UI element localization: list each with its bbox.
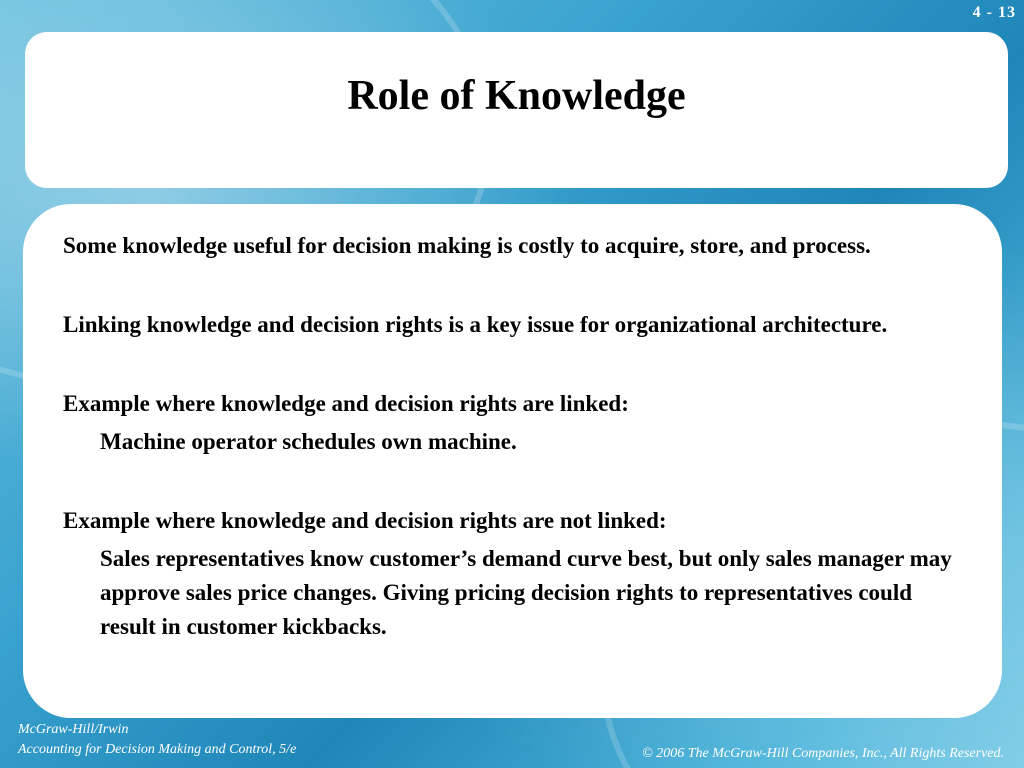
- footer-copyright: © 2006 The McGraw-Hill Companies, Inc., All Rights Reserved.: [642, 746, 1004, 761]
- slide-number: 4 - 13: [972, 4, 1016, 21]
- paragraph-linking-knowledge: Linking knowledge and decision rights is a key issue for organizational architecture.: [63, 312, 888, 337]
- slide-body: [63, 229, 963, 644]
- example-not-linked-detail: Sales representatives know customer’s demand curve best, but only sales manager may approve sales price changes. Giving pricing decision rights to representatives could result in customer kickbacks.: [100, 546, 952, 639]
- paragraph-knowledge-cost: Some knowledge useful for decision making is costly to acquire, store, and process.: [63, 233, 871, 258]
- footer-book-title: Accounting for Decision Making and Control, 5/e: [18, 742, 297, 757]
- content-panel: [23, 204, 1002, 718]
- example-linked-detail: Machine operator schedules own machine.: [100, 429, 517, 454]
- paragraph-example-not-linked: Example where knowledge and decision rights are not linked:: [63, 508, 667, 533]
- footer-publisher: McGraw-Hill/Irwin: [18, 722, 129, 737]
- title-panel: [25, 32, 1008, 188]
- paragraph-example-linked: Example where knowledge and decision rights are linked:: [63, 391, 629, 416]
- slide-title: Role of Knowledge: [347, 73, 686, 119]
- footer-left: [18, 720, 296, 760]
